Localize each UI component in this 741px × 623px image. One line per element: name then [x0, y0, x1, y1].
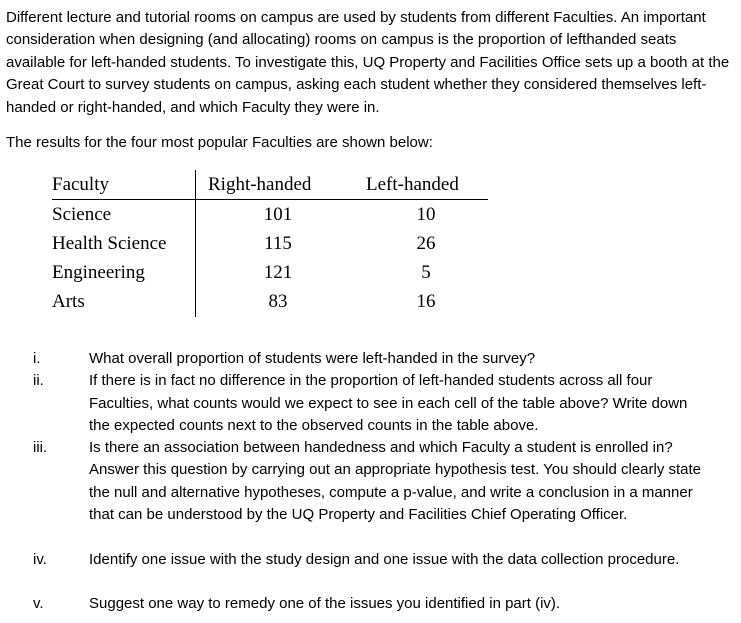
header-right-handed: Right-handed: [208, 174, 312, 195]
question-text: If there is in fact no difference in the proportion of left-handed students across all four Faculties, what counts would we expect to see in each cell of the table above? Write down the expected counts next to the observed counts in the table above.: [89, 372, 688, 434]
table-row-right: 121: [263, 262, 293, 283]
table-row-left: 5: [421, 262, 431, 283]
question-number: iii.: [33, 439, 48, 457]
table-row-faculty: Arts: [52, 291, 85, 312]
question-number: v.: [33, 595, 44, 613]
table-row-faculty: Engineering: [52, 262, 145, 283]
table-row-left: 10: [416, 204, 436, 225]
question-text: What overall proportion of students were left-handed in the survey?: [89, 350, 536, 367]
question-number: i.: [33, 350, 41, 367]
table-row-faculty: Science: [52, 204, 112, 225]
column-divider: [195, 170, 196, 317]
header-faculty: Faculty: [52, 174, 109, 195]
intro-paragraph: Different lecture and tutorial rooms on campus are used by students from different Faculties. An important consideration when designing (and allocating) rooms on campus is the proportion of lefthanded seats available for left-handed students. To investigate this, UQ Property and Facilities Office sets up a booth at the Great Court to survey students on campus, asking each student whether they considered themselves left-handed or right-handed, and which Faculty they were in.: [6, 9, 730, 116]
question-text: Is there an association between handedness and which Faculty a student is enrolled in? Answer this question by carrying out an appropriate hypothesis test. You should clearly state the null and alternative hypotheses, compute a p-value, and write a conclusion in a manner that can be understood by the UQ Property and Facilities Chief Operating Officer.: [89, 439, 702, 524]
question-number: ii.: [33, 372, 44, 390]
table-row-right: 115: [264, 233, 292, 254]
header-left-handed: Left-handed: [366, 174, 459, 195]
table-row-left: 26: [416, 233, 436, 254]
table-lead-sentence: The results for the four most popular Faculties are shown below:: [6, 134, 433, 151]
table-row-faculty: Health Science: [52, 233, 167, 254]
table-row-right: 101: [263, 204, 293, 225]
table-row-left: 16: [416, 291, 436, 312]
table-row-right: 83: [268, 291, 288, 312]
question-text: Suggest one way to remedy one of the issues you identified in part (iv).: [89, 595, 561, 613]
question-number: iv.: [33, 550, 47, 568]
question-text: Identify one issue with the study design and one issue with the data collection procedure.: [89, 550, 680, 568]
